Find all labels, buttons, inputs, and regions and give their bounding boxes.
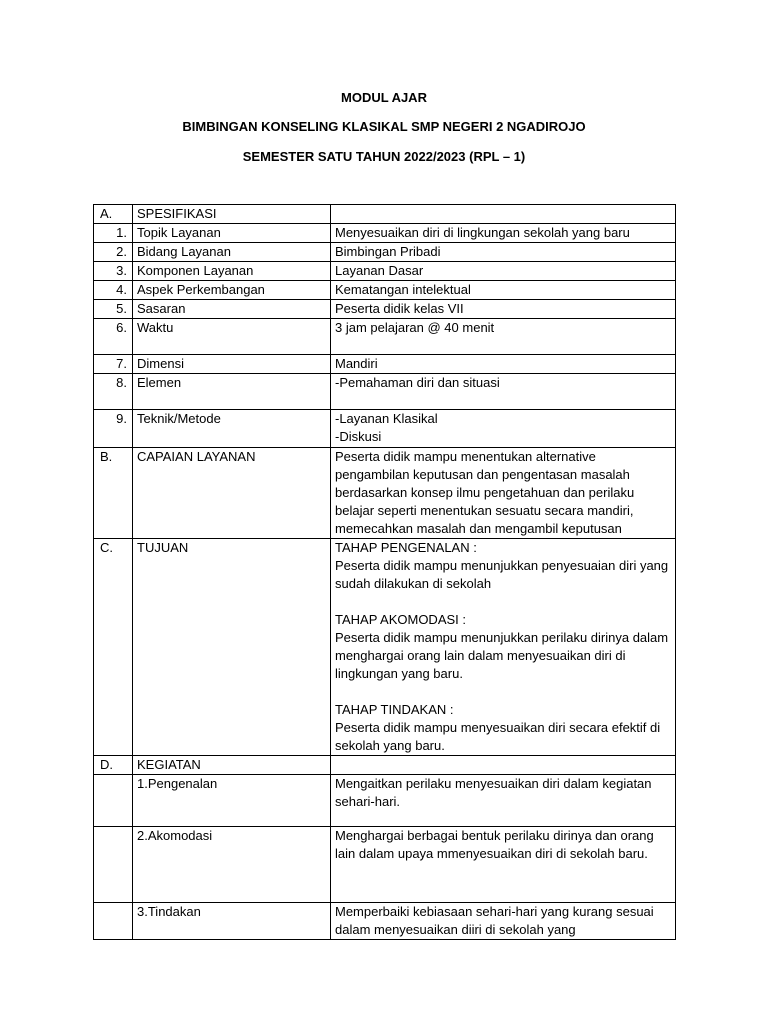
row-value: Peserta didik kelas VII xyxy=(331,300,676,319)
row-number xyxy=(94,775,133,827)
row-value: Memperbaiki kebiasaan sehari-hari yang kurang sesuai dalam menyesuaikan diiri di sekolah yang xyxy=(331,903,676,940)
table-row xyxy=(94,448,676,539)
row-value: Menghargai berbagai bentuk perilaku dirinya dan orang lain dalam upaya mmenyesuaikan diri di sekolah baru. xyxy=(331,827,676,903)
row-value: -Layanan Klasikal -Diskusi xyxy=(331,410,676,448)
row-value: Mengaitkan perilaku menyesuaikan diri dalam kegiatan sehari-hari. xyxy=(331,775,676,827)
row-number: C. xyxy=(94,539,133,756)
row-value: Peserta didik mampu menentukan alternative pengambilan keputusan dan pengentasan masalah berdasarkan konsep ilmu pengetahuan dan perilaku belajar seperti menentukan sesuatu secara mandiri, memecahkan masalah dan mengambil keputusan xyxy=(331,448,676,539)
row-value: Kematangan intelektual xyxy=(331,281,676,300)
row-label: CAPAIAN LAYANAN xyxy=(133,448,331,539)
table-row xyxy=(94,775,676,827)
row-number: 9. xyxy=(94,410,133,448)
row-value: 3 jam pelajaran @ 40 menit xyxy=(331,319,676,355)
table-row xyxy=(94,355,676,374)
row-label: Komponen Layanan xyxy=(133,262,331,281)
row-label: Topik Layanan xyxy=(133,224,331,243)
document-title: MODUL AJAR xyxy=(341,90,427,105)
row-number: 6. xyxy=(94,319,133,355)
row-value: Menyesuaikan diri di lingkungan sekolah yang baru xyxy=(331,224,676,243)
row-label: 1.Pengenalan xyxy=(133,775,331,827)
row-label: Sasaran xyxy=(133,300,331,319)
row-number: 8. xyxy=(94,374,133,410)
row-label: Elemen xyxy=(133,374,331,410)
document-semester: SEMESTER SATU TAHUN 2022/2023 (RPL – 1) xyxy=(242,149,526,164)
row-label: KEGIATAN xyxy=(133,756,331,775)
table-row xyxy=(94,300,676,319)
table-row xyxy=(94,224,676,243)
row-number: 2. xyxy=(94,243,133,262)
row-number: 3. xyxy=(94,262,133,281)
row-number: 1. xyxy=(94,224,133,243)
row-label: TUJUAN xyxy=(133,539,331,756)
table-row xyxy=(94,319,676,355)
table-row xyxy=(94,410,676,448)
module-table xyxy=(93,204,676,940)
table-row xyxy=(94,243,676,262)
row-value: Layanan Dasar xyxy=(331,262,676,281)
table-row xyxy=(94,756,676,775)
row-number xyxy=(94,827,133,903)
row-label: Teknik/Metode xyxy=(133,410,331,448)
row-number: D. xyxy=(94,756,133,775)
row-value: -Pemahaman diri dan situasi xyxy=(331,374,676,410)
row-label: Dimensi xyxy=(133,355,331,374)
row-label: Bidang Layanan xyxy=(133,243,331,262)
table-row xyxy=(94,827,676,903)
table-row xyxy=(94,539,676,756)
row-number: 7. xyxy=(94,355,133,374)
table-row xyxy=(94,262,676,281)
row-value xyxy=(331,756,676,775)
table-row xyxy=(94,281,676,300)
row-label: SPESIFIKASI xyxy=(133,205,331,224)
row-value: Bimbingan Pribadi xyxy=(331,243,676,262)
row-value: TAHAP PENGENALAN : Peserta didik mampu menunjukkan penyesuaian diri yang sudah dilakukan di sekolah TAHAP AKOMODASI : Peserta didik mampu menunjukkan perilaku dirinya dalam menghargai orang lain dalam menyesuaikan diri di lingkungan yang baru. TAHAP TINDAKAN : Peserta didik mampu menyesuaikan diri secara efektif di sekolah yang baru. xyxy=(331,539,676,756)
row-number xyxy=(94,903,133,940)
row-label: 3.Tindakan xyxy=(133,903,331,940)
table-row xyxy=(94,205,676,224)
row-number: A. xyxy=(94,205,133,224)
row-value xyxy=(331,205,676,224)
table-row xyxy=(94,374,676,410)
row-label: Waktu xyxy=(133,319,331,355)
row-value: Mandiri xyxy=(331,355,676,374)
table-row xyxy=(94,903,676,940)
row-number: 5. xyxy=(94,300,133,319)
module-table-body xyxy=(94,205,676,940)
row-label: 2.Akomodasi xyxy=(133,827,331,903)
row-label: Aspek Perkembangan xyxy=(133,281,331,300)
document-subtitle: BIMBINGAN KONSELING KLASIKAL SMP NEGERI 2 NGADIROJO xyxy=(182,119,586,134)
row-number: 4. xyxy=(94,281,133,300)
row-number: B. xyxy=(94,448,133,539)
